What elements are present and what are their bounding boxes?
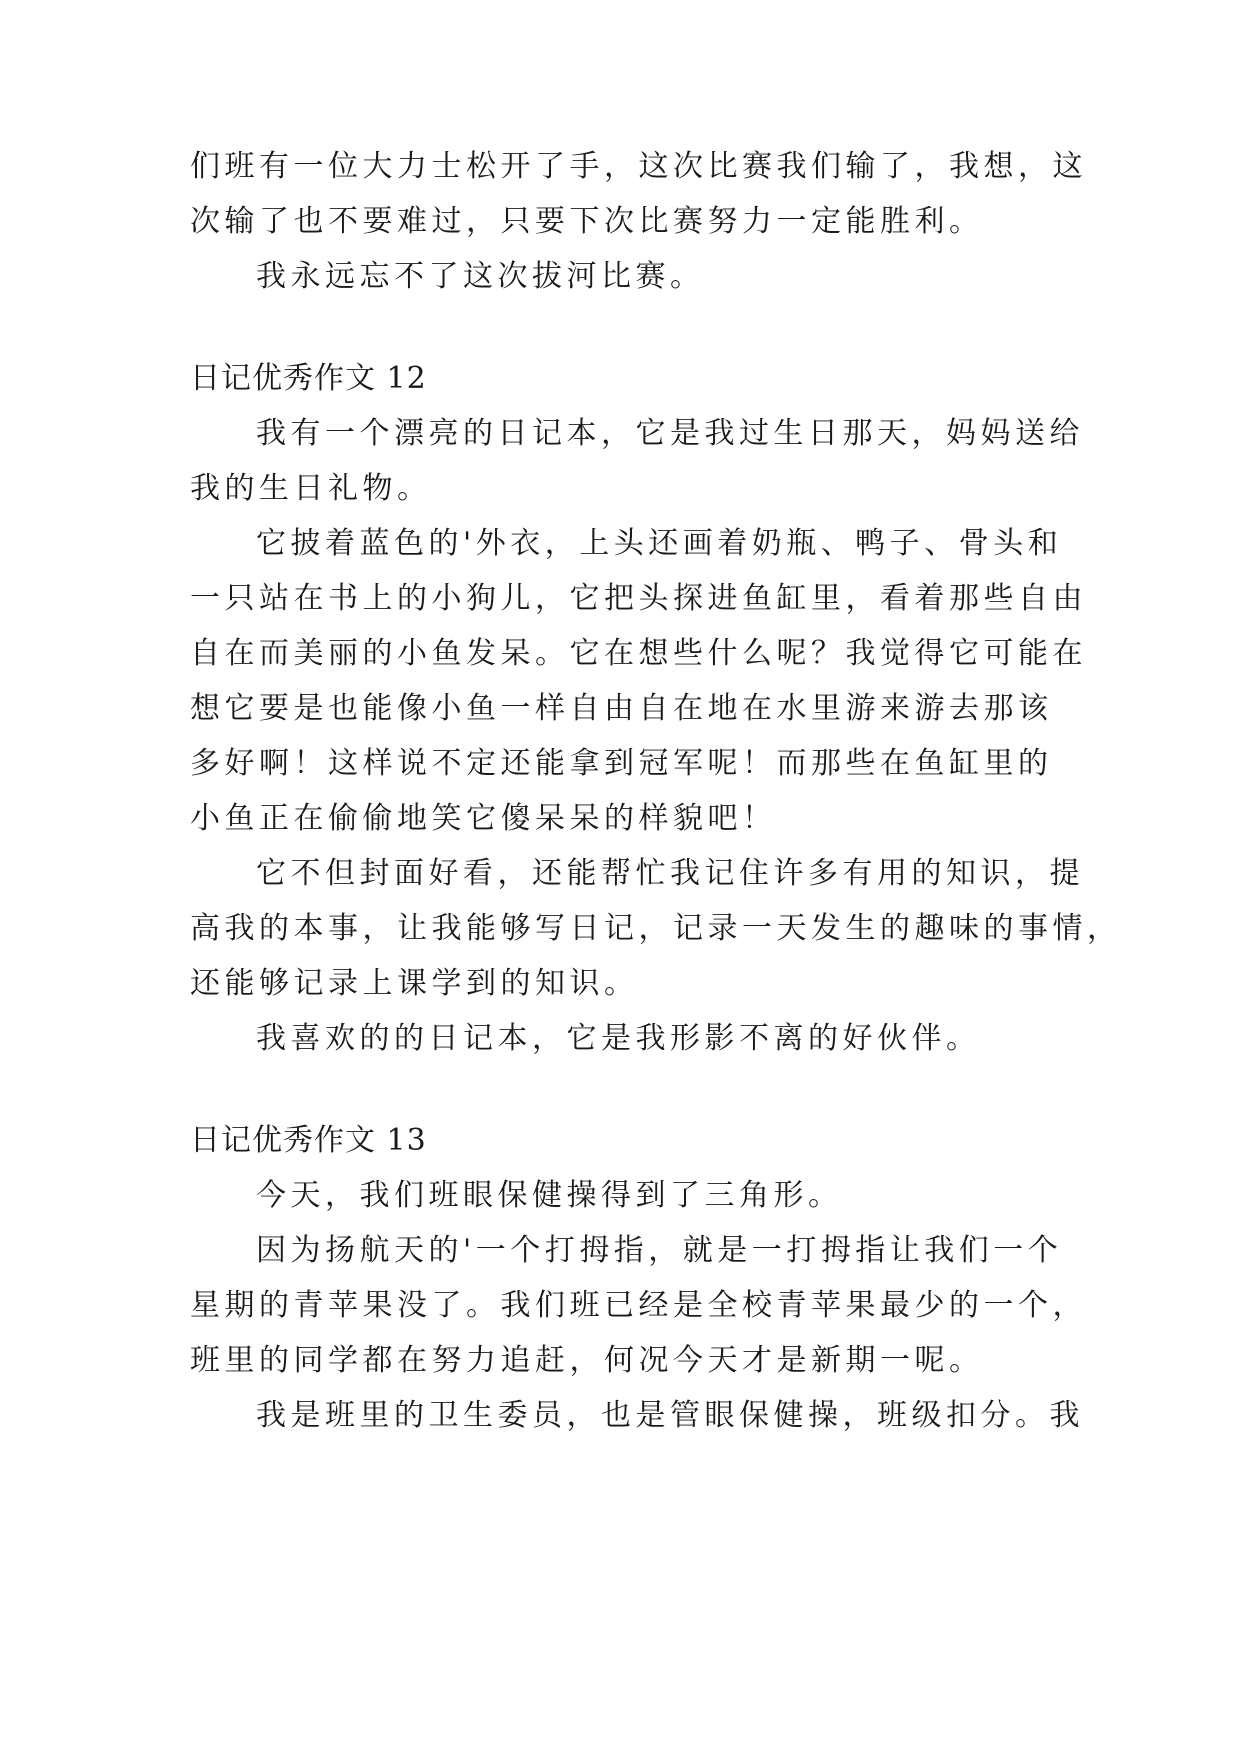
paragraph-line: 想它要是也能像小鱼一样自由自在地在水里游来游去那该: [190, 691, 1053, 726]
paragraph-line: 我喜欢的的日记本，它是我形影不离的好伙伴。: [256, 1021, 981, 1056]
paragraph-line: 它不但封面好看，还能帮忙我记住许多有用的知识，提: [256, 856, 1084, 891]
paragraph-line: 多好啊！这样说不定还能拿到冠军呢！而那些在鱼缸里的: [190, 746, 1053, 781]
paragraph-line: 高我的本事，让我能够写日记，记录一天发生的趣味的事情，: [190, 911, 1122, 946]
paragraph-line: 我有一个漂亮的日记本，它是我过生日那天，妈妈送给: [256, 416, 1084, 451]
paragraph-line: 星期的青苹果没了。我们班已经是全校青苹果最少的一个，: [190, 1288, 1087, 1323]
paragraph-line: 我是班里的卫生委员，也是管眼保健操，班级扣分。我: [256, 1398, 1084, 1433]
paragraph-line: 因为扬航天的'一个打拇指，就是一打拇指让我们一个: [256, 1233, 1063, 1268]
paragraph-line: 自在而美丽的小鱼发呆。它在想些什么呢？我觉得它可能在: [190, 636, 1087, 671]
paragraph-line: 小鱼正在偷偷地笑它傻呆呆的样貌吧！: [190, 801, 777, 836]
paragraph-line: 我的生日礼物。: [190, 471, 432, 506]
paragraph-line: 还能够记录上课学到的知识。: [190, 966, 639, 1001]
paragraph-line: 们班有一位大力士松开了手，这次比赛我们输了，我想，这: [190, 149, 1087, 184]
section-heading: 日记优秀作文 12: [190, 361, 427, 396]
paragraph-line: 一只站在书上的小狗儿，它把头探进鱼缸里，看着那些自由: [190, 581, 1087, 616]
paragraph-line: 它披着蓝色的'外衣，上头还画着奶瓶、鸭子、骨头和: [256, 526, 1063, 561]
section-heading: 日记优秀作文 13: [190, 1123, 427, 1158]
paragraph-line: 次输了也不要难过，只要下次比赛努力一定能胜利。: [190, 204, 984, 239]
paragraph-line: 我永远忘不了这次拔河比赛。: [256, 259, 705, 294]
paragraph-line: 今天，我们班眼保健操得到了三角形。: [256, 1178, 843, 1213]
paragraph-line: 班里的同学都在努力追赶，何况今天才是新期一呢。: [190, 1343, 984, 1378]
